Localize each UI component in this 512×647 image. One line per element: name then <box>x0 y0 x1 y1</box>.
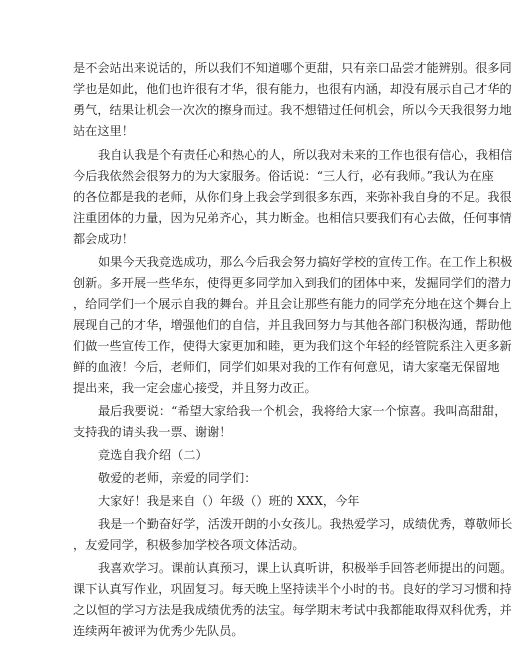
text-line: 连续两年被评为优秀少先队员。 <box>73 624 244 638</box>
text-line: 我自认我是个有责任心和热心的人，所以我对未来的工作也很有信心，我相信 <box>98 148 512 162</box>
text-line: 我是一个勤奋好学，活泼开朗的小女孩儿。我热爱学习，成绩优秀，尊敬师长 <box>98 517 512 531</box>
text-line: 学也是如此，他们也许很有才华，很有能力，也很有内涵，却没有展示自己才华的 <box>73 82 512 96</box>
text-line: 我喜欢学习。课前认真预习，课上认真听讲，积极举手回答老师提出的问题。 <box>98 561 512 575</box>
text-line: 站在这里！ <box>73 124 134 138</box>
text-line: 提出来，我一定会虚心接受，并且努力改正。 <box>73 381 317 395</box>
text-line: 今后我依然会很努力的为大家服务。俗话说：“三人行，必有我师。”我认为在座 <box>73 169 494 183</box>
text-line: ，给同学们一个展示自我的舞台。并且会让那些有能力的同学充分地在这个舞台上 <box>73 297 512 311</box>
text-line: 创新。多开展一些华东，使得更多同学加入到我们的团体中来，发掘同学们的潜力 <box>73 276 512 290</box>
text-line: 支持我的请头我一票、谢谢！ <box>73 425 232 439</box>
text-line: 勇气，结果让机会一次次的擦身而过。我不想错过任何机会，所以今天我很努力地 <box>73 103 512 117</box>
text-line: 大家好！我是来自（）年级（）班的 XXX，今年 <box>98 494 360 508</box>
text-line: 课下认真写作业，巩固复习。每天晚上坚持读半个小时的书。良好的学习习惯和持 <box>73 582 512 596</box>
text-line: 鲜的血液！今后，老师们，同学们如果对我的工作有何意见，请大家毫无保留地 <box>73 360 500 374</box>
text-line: 们做一些宣传工作，使得大家更加和睦，更为我们这个年轻的经管院系注入更多新 <box>73 339 512 353</box>
salutation: 敬爱的老师，亲爱的同学们： <box>98 471 257 485</box>
text-line: 最后我要说：“希望大家给我一个机会，我将给大家一个惊喜。我叫高甜甜， <box>98 404 507 418</box>
section-title: 竞选自我介绍（二） <box>98 448 208 462</box>
text-line: 如果今天我竞选成功，那么今后我会努力搞好学校的宣传工作。在工作上积极 <box>98 255 512 269</box>
text-line: 的各位都是我的老师，从你们身上我会学到很多东西，来弥补我自身的不足。我很 <box>73 190 512 204</box>
text-line: 展现自己的才华，增强他们的自信，并且我回努力与其他各部门积极沟通，帮助他 <box>73 318 512 332</box>
text-line: 都会成功！ <box>73 232 134 246</box>
text-line: 是不会站出来说话的，所以我们不知道哪个更甜，只有亲口品尝才能辨别。很多同 <box>73 61 512 75</box>
text-line: 注重团体的力量，因为兄弟齐心，其力断金。也相信只要我们有心去做，任何事情 <box>73 211 512 225</box>
text-line: ，友爱同学，积极参加学校各项文体活动。 <box>73 538 305 552</box>
text-line: 之以恒的学习方法是我成绩优秀的法宝。每学期末考试中我都能取得双科优秀，并 <box>73 603 512 617</box>
